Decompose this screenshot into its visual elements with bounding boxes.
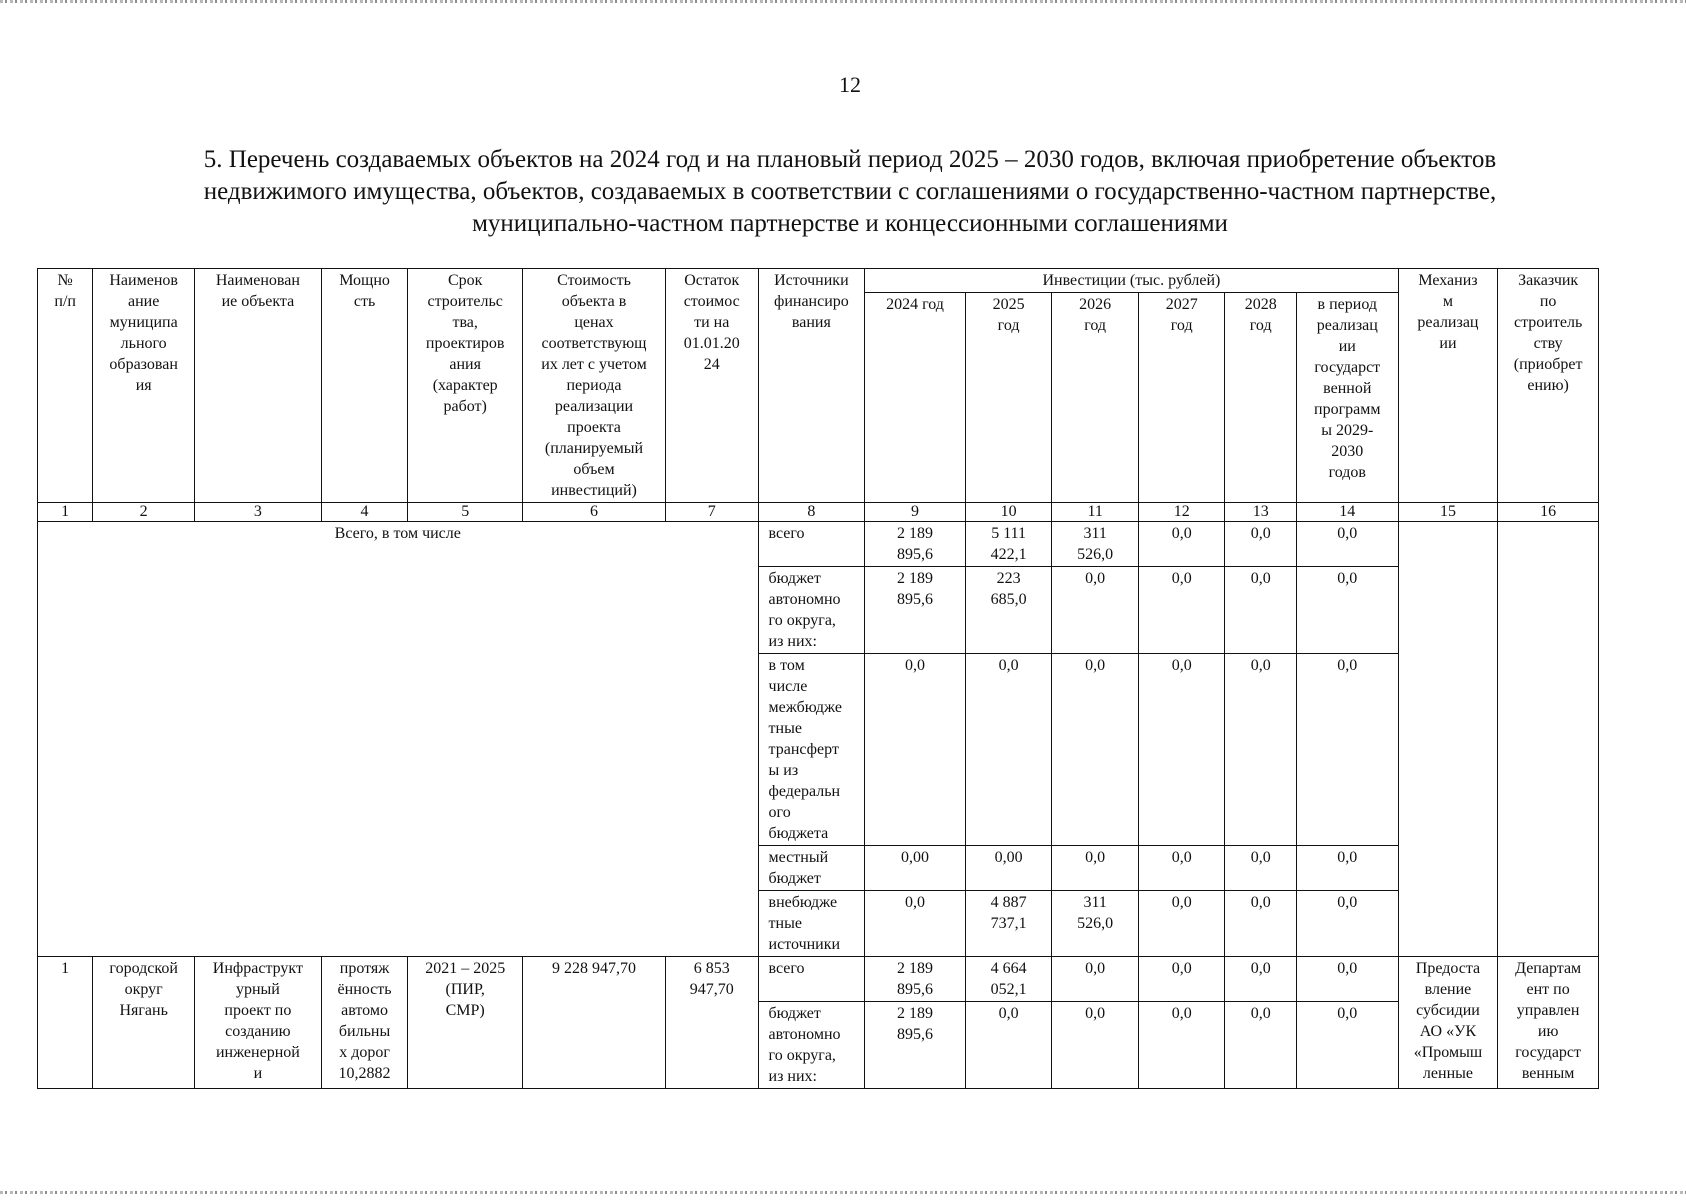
value-cell: 0,0	[1296, 522, 1398, 567]
column-number: 2	[93, 503, 195, 522]
value-cell: 5 111 422,1	[965, 522, 1052, 567]
table-row	[38, 957, 1599, 1002]
column-number: 8	[758, 503, 865, 522]
column-number: 15	[1398, 503, 1498, 522]
header-cost: Стоимость объекта в ценах соответствующ их лет с учетом периода реализации проекта (планируемый объем инвестиций)	[523, 269, 666, 503]
value-cell: 2 189 895,6	[865, 567, 966, 654]
scan-border-top	[0, 0, 1686, 3]
total-mechanism-cell	[1398, 522, 1498, 957]
value-cell: 0,0	[1296, 957, 1398, 1002]
source-cell: всего	[758, 522, 865, 567]
total-customer-cell	[1498, 522, 1599, 957]
header-year-2027: 2027 год	[1138, 293, 1225, 503]
value-cell: 0,0	[1225, 654, 1296, 846]
value-cell: 2 189 895,6	[865, 522, 966, 567]
value-cell: 0,0	[1296, 654, 1398, 846]
value-cell: 0,0	[1138, 1002, 1225, 1089]
column-number: 10	[965, 503, 1052, 522]
header-num: № п/п	[38, 269, 93, 503]
value-cell: 0,0	[1225, 846, 1296, 891]
value-cell: 0,0	[1296, 891, 1398, 957]
header-remainder: Остаток стоимос ти на 01.01.20 24	[665, 269, 758, 503]
object-period: 2021 – 2025 (ПИР, СМР)	[408, 957, 523, 1089]
table-row	[38, 522, 1599, 567]
value-cell: 0,0	[1225, 567, 1296, 654]
value-cell: 0,0	[865, 654, 966, 846]
column-number: 5	[408, 503, 523, 522]
column-number: 4	[321, 503, 408, 522]
value-cell: 0,0	[1296, 567, 1398, 654]
value-cell: 0,0	[1138, 522, 1225, 567]
value-cell: 0,0	[1052, 957, 1139, 1002]
header-capacity: Мощно сть	[321, 269, 408, 503]
source-cell: внебюдже тные источники	[758, 891, 865, 957]
header-sources: Источники финансиро вания	[758, 269, 865, 503]
value-cell: 2 189 895,6	[865, 957, 966, 1002]
value-cell: 311 526,0	[1052, 891, 1139, 957]
object-remainder: 6 853 947,70	[665, 957, 758, 1089]
objects-table	[37, 268, 1599, 1089]
source-cell: в том числе межбюдже тные трансферт ы из федеральн ого бюджета	[758, 654, 865, 846]
header-investments: Инвестиции (тыс. рублей)	[865, 269, 1398, 293]
scan-border-bottom	[0, 1191, 1686, 1194]
column-number: 6	[523, 503, 666, 522]
column-number: 16	[1498, 503, 1599, 522]
value-cell: 0,0	[1296, 1002, 1398, 1089]
value-cell: 0,0	[1052, 654, 1139, 846]
header-period-2029-2030: в период реализац ии государст венной программ ы 2029- 2030 годов	[1296, 293, 1398, 503]
object-municipality: городской округ Нягань	[93, 957, 195, 1089]
column-number: 11	[1052, 503, 1139, 522]
value-cell: 0,0	[1052, 846, 1139, 891]
header-year-2026: 2026 год	[1052, 293, 1139, 503]
header-mechanism: Механиз м реализац ии	[1398, 269, 1498, 503]
object-name: Инфраструкт урный проект по созданию инженерной и	[194, 957, 321, 1089]
object-capacity: протяж ённость автомо бильны х дорог 10,2882	[321, 957, 408, 1089]
column-number: 13	[1225, 503, 1296, 522]
value-cell: 0,0	[965, 654, 1052, 846]
value-cell: 0,0	[1225, 957, 1296, 1002]
page-number: 12	[839, 72, 861, 97]
value-cell: 311 526,0	[1052, 522, 1139, 567]
value-cell: 0,0	[1225, 891, 1296, 957]
value-cell: 0,00	[865, 846, 966, 891]
total-label: Всего, в том числе	[38, 522, 759, 957]
source-cell: бюджет автономно го округа, из них:	[758, 567, 865, 654]
header-object-name: Наименован ие объекта	[194, 269, 321, 503]
header-municipality: Наименов ание муниципа льного образован ия	[93, 269, 195, 503]
column-number: 3	[194, 503, 321, 522]
header-period: Срок строительс тва, проектиров ания (характер работ)	[408, 269, 523, 503]
column-number: 14	[1296, 503, 1398, 522]
value-cell: 0,0	[865, 891, 966, 957]
source-cell: местный бюджет	[758, 846, 865, 891]
header-customer: Заказчик по строитель ству (приобрет ению)	[1498, 269, 1599, 503]
value-cell: 0,0	[1138, 567, 1225, 654]
value-cell: 0,0	[1052, 1002, 1139, 1089]
column-number: 12	[1138, 503, 1225, 522]
object-mechanism: Предоста вление субсидии АО «УК «Промыш ленные	[1398, 957, 1498, 1089]
value-cell: 0,0	[1052, 567, 1139, 654]
column-number: 1	[38, 503, 93, 522]
value-cell: 0,0	[965, 1002, 1052, 1089]
object-num: 1	[38, 957, 93, 1089]
value-cell: 223 685,0	[965, 567, 1052, 654]
value-cell: 0,0	[1225, 522, 1296, 567]
header-year-2025: 2025 год	[965, 293, 1052, 503]
header-year-2024: 2024 год	[865, 293, 966, 503]
header-year-2028: 2028 год	[1225, 293, 1296, 503]
value-cell: 0,0	[1138, 891, 1225, 957]
object-customer: Департам ент по управлен ию государст венным	[1498, 957, 1599, 1089]
object-cost: 9 228 947,70	[523, 957, 666, 1089]
value-cell: 0,0	[1138, 957, 1225, 1002]
value-cell: 0,00	[965, 846, 1052, 891]
value-cell: 4 664 052,1	[965, 957, 1052, 1002]
value-cell: 2 189 895,6	[865, 1002, 966, 1089]
value-cell: 0,0	[1138, 846, 1225, 891]
column-number: 7	[665, 503, 758, 522]
document-title: 5. Перечень создаваемых объектов на 2024 год и на плановый период 2025 – 2030 годов, включая приобретение объектов недвижимого имущества, объектов, создаваемых в соответствии с соглашениями о государственно-частном партнерстве, муниципально-частном партнерстве и концессионными соглашениями	[203, 146, 1497, 237]
source-cell: бюджет автономно го округа, из них:	[758, 1002, 865, 1089]
value-cell: 0,0	[1296, 846, 1398, 891]
value-cell: 4 887 737,1	[965, 891, 1052, 957]
column-number: 9	[865, 503, 966, 522]
source-cell: всего	[758, 957, 865, 1002]
value-cell: 0,0	[1225, 1002, 1296, 1089]
value-cell: 0,0	[1138, 654, 1225, 846]
